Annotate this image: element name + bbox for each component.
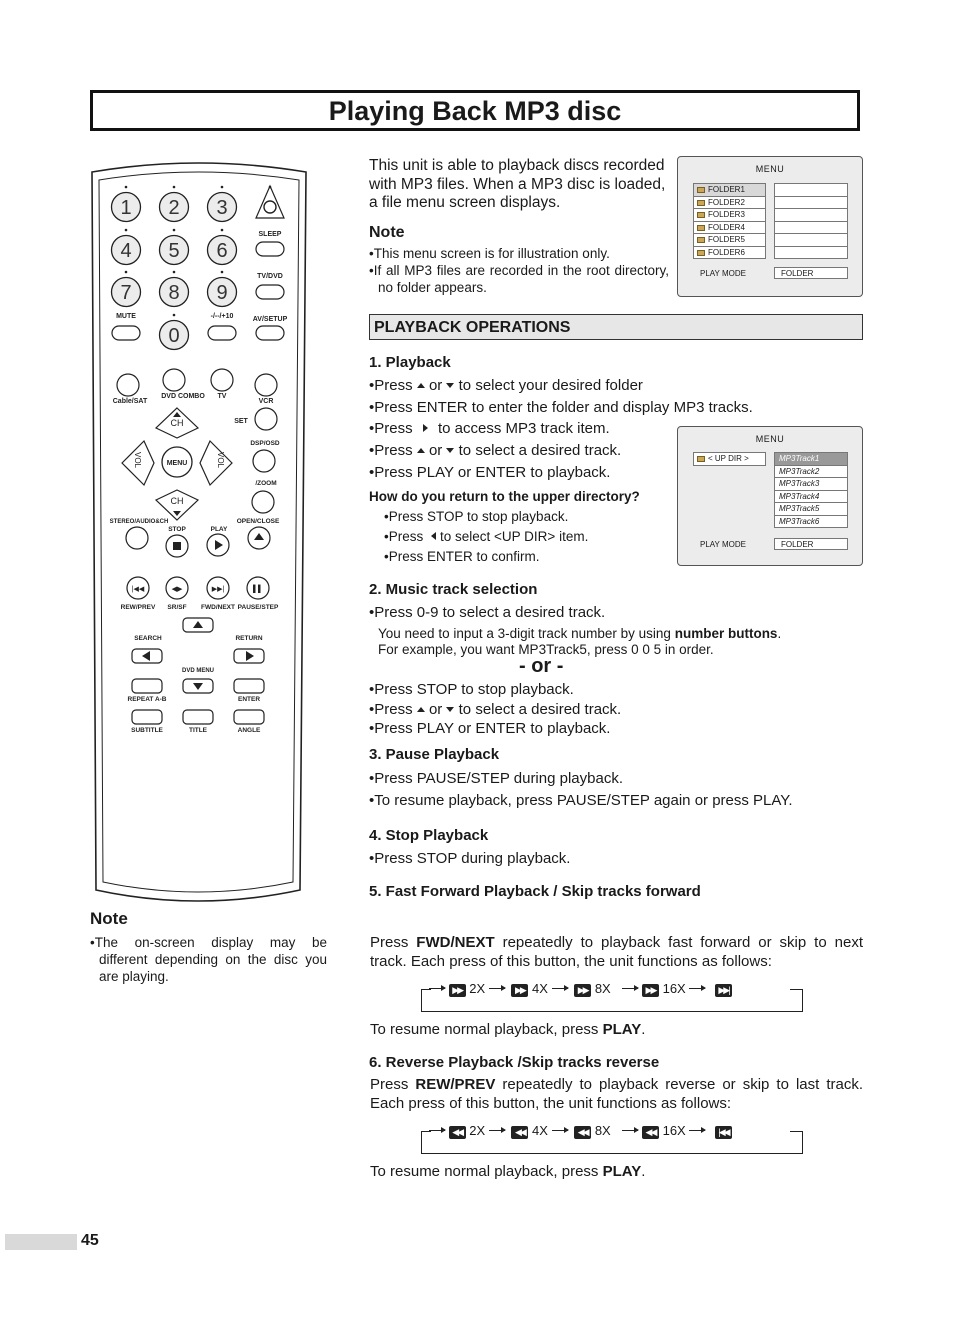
- rewind-icon: ◀◀: [642, 1126, 659, 1139]
- track-item: MP3Track6: [774, 516, 848, 529]
- track-bullet-3: •Press or to select a desired track.: [369, 701, 622, 718]
- note-bottom-text: •The on-screen display may be different depending on the disc you are playing.: [90, 935, 327, 984]
- play-mode-label: PLAY MODE: [700, 269, 746, 278]
- upper-step-3: •Press ENTER to confirm.: [384, 549, 540, 564]
- openclose-label: OPEN/CLOSE: [236, 518, 280, 525]
- repeat-button: [132, 679, 162, 693]
- music-track-heading: 2. Music track selection: [369, 581, 538, 598]
- fast-forward-icon: ▶▶: [642, 984, 659, 997]
- upper-directory-question: How do you return to the upper directory?: [369, 489, 640, 504]
- track-menu-screen: [677, 426, 863, 566]
- zoom-label: /ZOOM: [255, 480, 277, 487]
- fast-forward-icon: ▶▶: [574, 984, 591, 997]
- menu-label: MENU: [166, 460, 188, 467]
- folder-item: FOLDER5: [693, 234, 766, 247]
- set-button: [255, 408, 277, 430]
- stop-heading: 4. Stop Playback: [369, 827, 489, 844]
- pause-bullet-1: •Press PAUSE/STEP during playback.: [369, 770, 623, 787]
- speed-label: 4X: [532, 1123, 548, 1138]
- left-arrow-icon: [431, 532, 436, 540]
- fwdnext-icon: ▶▶|: [211, 586, 225, 593]
- tv-label: TV: [217, 393, 227, 400]
- avsetup-button: [256, 326, 284, 340]
- folder-item: FOLDER4: [693, 222, 766, 235]
- screen-menu-title: MENU: [755, 434, 785, 444]
- page-number-bar: [5, 1234, 77, 1250]
- reverse-sequence-diagram: [421, 1121, 803, 1155]
- ch-label: CH: [170, 496, 184, 506]
- folder-icon: [697, 250, 705, 256]
- digit-label: 2: [168, 197, 180, 219]
- folder-icon: [697, 225, 705, 231]
- vcr-button: [255, 374, 277, 396]
- skip-previous-icon: |◀◀: [715, 1126, 732, 1139]
- page-title: Playing Back MP3 disc: [328, 96, 622, 126]
- track-item: MP3Track1: [774, 452, 848, 466]
- stop-icon: [173, 542, 181, 550]
- speed-label: 8X: [594, 1123, 611, 1138]
- vol-label: VOL: [133, 451, 142, 469]
- reverse-heading: 6. Reverse Playback /Skip tracks reverse: [369, 1054, 660, 1071]
- forward-resume-text: To resume normal playback, press PLAY.: [370, 1021, 646, 1038]
- folder-item: FOLDER3: [693, 209, 766, 222]
- ch-label: CH: [170, 418, 184, 428]
- play-label: PLAY: [210, 526, 228, 533]
- fast-forward-description: Press FWD/NEXT repeatedly to playback fast forward or skip to next track. Each press of this button, the unit functions as follows:: [370, 934, 863, 970]
- play-mode-value: FOLDER: [774, 538, 848, 550]
- indicator-dot: [125, 186, 128, 189]
- rewprev-label: REW/PREV: [120, 604, 156, 611]
- subtitle-label: SUBTITLE: [131, 727, 163, 734]
- repeat-label: REPEAT A-B: [127, 696, 167, 703]
- folder-icon: [697, 456, 705, 462]
- page-title-box: [90, 90, 860, 131]
- tvdvd-label: TV/DVD: [257, 273, 283, 280]
- note-top-list: [369, 245, 669, 296]
- folder-content-list: [774, 183, 848, 259]
- indicator-dot: [221, 271, 224, 274]
- reverse-description: Press REW/PREV repeatedly to playback reverse or skip to last track. Each press of this button, the unit functions as follows:: [370, 1076, 863, 1112]
- stop-bullet-1: •Press STOP during playback.: [369, 850, 571, 867]
- subtitle-button: [132, 710, 162, 724]
- fast-forward-icon: ▶▶: [511, 984, 528, 997]
- speed-label: 16X: [662, 981, 686, 996]
- reverse-resume-text: To resume normal playback, press PLAY.: [370, 1163, 646, 1180]
- digit-label: 9: [216, 282, 228, 304]
- updir-item: < UP DIR >: [693, 452, 766, 466]
- indicator-dot: [173, 229, 176, 232]
- digit-label: 8: [168, 282, 180, 304]
- plus10-label: -/--/+10: [210, 313, 234, 320]
- dvdmenu-label: DVD MENU: [181, 668, 215, 674]
- indicator-dot: [269, 186, 272, 189]
- playback-bullet-5: •Press PLAY or ENTER to playback.: [369, 464, 611, 481]
- zoom-button: [252, 491, 274, 513]
- folder-item: FOLDER2: [693, 197, 766, 210]
- pause-heading: 3. Pause Playback: [369, 746, 500, 763]
- note-top-heading: Note: [369, 224, 405, 241]
- folder-item: FOLDER1: [693, 183, 766, 197]
- track-bullet-4: •Press PLAY or ENTER to playback.: [369, 720, 611, 737]
- indicator-dot: [173, 186, 176, 189]
- rewprev-icon: |◀◀: [131, 586, 145, 593]
- dvdcombo-button: [163, 369, 185, 391]
- srsf-icon: ◀▶: [171, 586, 183, 593]
- track-note-2: For example, you want MP3Track5, press 0 0 5 in order.: [378, 642, 714, 657]
- folder-menu-screen: [677, 156, 863, 297]
- updir-list: [693, 452, 766, 466]
- digit-label: 7: [120, 282, 132, 304]
- speed-label: 8X: [594, 981, 611, 996]
- rewind-icon: ◀◀: [574, 1126, 591, 1139]
- up-arrow-icon: [417, 448, 425, 453]
- angle-label: ANGLE: [237, 727, 261, 734]
- search-label: SEARCH: [134, 635, 162, 642]
- playback-bullet-2: •Press ENTER to enter the folder and display MP3 tracks.: [369, 399, 753, 416]
- stop-label: STOP: [168, 526, 186, 533]
- stereo-label: STEREO/AUDIO&CH: [109, 519, 169, 525]
- intro-text: This unit is able to playback discs recorded with MP3 files. When a MP3 disc is loaded, a file menu screen displays.: [369, 157, 666, 211]
- upper-step-1: •Press STOP to stop playback.: [384, 509, 569, 524]
- vcr-label: VCR: [258, 398, 274, 405]
- speed-label: 16X: [662, 1123, 686, 1138]
- stereo-button: [126, 527, 148, 549]
- track-bullet-1: •Press 0-9 to select a desired track.: [369, 604, 606, 621]
- screen-menu-title: MENU: [755, 164, 785, 174]
- up-arrow-icon: [417, 707, 425, 712]
- digit-label: 5: [168, 240, 180, 262]
- avsetup-label: AV/SETUP: [252, 316, 288, 323]
- indicator-dot: [125, 271, 128, 274]
- play-mode-label: PLAY MODE: [700, 540, 746, 549]
- speed-label: 2X: [469, 1123, 486, 1138]
- right-arrow-icon: [423, 424, 428, 432]
- mute-label: MUTE: [116, 313, 136, 320]
- folder-icon: [697, 212, 705, 218]
- note-bottom-heading: Note: [90, 909, 128, 928]
- playback-bullet-4: •Press or to select a desired track.: [369, 442, 622, 459]
- play-mode-value: FOLDER: [774, 267, 848, 279]
- cablesat-label: Cable/SAT: [112, 398, 148, 405]
- folder-icon: [697, 200, 705, 206]
- note-top-item: •If all MP3 files are recorded in the root directory, no folder appears.: [369, 263, 669, 295]
- playback-bullet-1: •Press or to select your desired folder: [369, 377, 643, 394]
- dsp-osd-button: [253, 450, 275, 472]
- angle-button: [234, 710, 264, 724]
- fast-forward-heading: 5. Fast Forward Playback / Skip tracks forward: [369, 883, 701, 900]
- indicator-dot: [173, 314, 176, 317]
- folder-item: FOLDER6: [693, 247, 766, 260]
- tv-button: [211, 369, 233, 391]
- track-bullet-2: •Press STOP to stop playback.: [369, 681, 574, 698]
- fwdnext-label: FWD/NEXT: [201, 604, 235, 611]
- digit-label: 4: [120, 240, 132, 262]
- down-arrow-icon: [446, 448, 454, 453]
- skip-next-icon: ▶▶|: [715, 984, 732, 997]
- vol-label: VOL: [216, 451, 225, 469]
- srsf-label: SR/SF: [167, 604, 187, 611]
- track-note-1: You need to input a 3-digit track number by using number buttons.: [378, 626, 782, 641]
- folder-icon: [697, 237, 705, 243]
- indicator-dot: [125, 229, 128, 232]
- playback-bullet-3: •Press to access MP3 track item.: [369, 420, 610, 437]
- rewind-icon: ◀◀: [511, 1126, 528, 1139]
- indicator-dot: [221, 186, 224, 189]
- tvdvd-button: [256, 285, 284, 299]
- title-button: [183, 710, 213, 724]
- digit-label: 0: [168, 325, 180, 347]
- pausestep-icon: ▌▌: [253, 586, 263, 593]
- speed-label: 2X: [469, 981, 486, 996]
- section-title: PLAYBACK OPERATIONS: [374, 319, 571, 336]
- cablesat-button: [117, 374, 139, 396]
- rewind-icon: ◀◀: [449, 1126, 466, 1139]
- folder-list: [693, 183, 766, 259]
- track-item: MP3Track4: [774, 491, 848, 504]
- up-arrow-icon: [417, 383, 425, 388]
- digit-label: 3: [216, 197, 228, 219]
- playback-heading: 1. Playback: [369, 354, 451, 371]
- playback-operations-bar: [369, 314, 863, 340]
- track-list: [774, 452, 848, 528]
- title-label: TITLE: [188, 727, 208, 734]
- forward-sequence-diagram: [421, 979, 803, 1013]
- remote-control-illustration: [88, 160, 310, 920]
- sleep-label: SLEEP: [258, 231, 282, 238]
- digit-label: 1: [120, 197, 132, 219]
- down-arrow-icon: [446, 707, 454, 712]
- set-label: SET: [234, 418, 248, 425]
- enter-label: ENTER: [237, 696, 261, 703]
- indicator-dot: [173, 271, 176, 274]
- fast-forward-icon: ▶▶: [449, 984, 466, 997]
- pause-bullet-2: •To resume playback, press PAUSE/STEP again or press PLAY.: [369, 792, 793, 809]
- speed-label: 4X: [532, 981, 548, 996]
- page-number: 45: [81, 1232, 99, 1249]
- digit-label: 6: [216, 240, 228, 262]
- pausestep-label: PAUSE/STEP: [237, 604, 279, 611]
- enter-button: [234, 679, 264, 693]
- sleep-button: [256, 242, 284, 256]
- track-item: MP3Track5: [774, 503, 848, 516]
- track-item: MP3Track3: [774, 478, 848, 491]
- dsp-osd-label: DSP/OSD: [250, 440, 280, 447]
- dvdcombo-label: DVD COMBO: [161, 393, 205, 400]
- note-top-item: •This menu screen is for illustration only.: [369, 246, 610, 261]
- upper-step-2: •Press to select <UP DIR> item.: [384, 529, 589, 544]
- mute-button: [112, 326, 140, 340]
- plus10-button: [208, 326, 236, 340]
- or-separator: - or -: [519, 655, 564, 677]
- folder-icon: [697, 187, 705, 193]
- down-arrow-icon: [446, 383, 454, 388]
- indicator-dot: [221, 229, 224, 232]
- return-label: RETURN: [235, 635, 263, 642]
- track-item: MP3Track2: [774, 466, 848, 479]
